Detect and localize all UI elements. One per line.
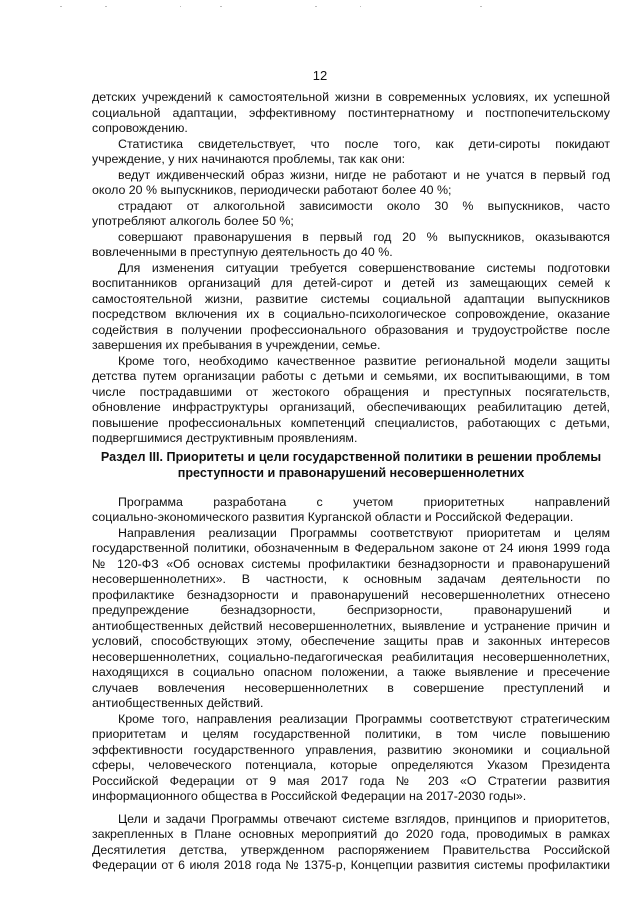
- text-line: Цели и задачи Программы отвечают системе взглядов, принципов и приоритетов,: [118, 812, 610, 826]
- text-line: вовлеченными в преступную деятельность до 40 %.: [92, 245, 393, 259]
- text-line: завершения их пребывания в учреждении, семье.: [92, 338, 381, 352]
- text-line: детских учреждений к самостоятельной жизни в современных условиях, их успешной: [92, 90, 610, 104]
- text-line: несовершеннолетних». В частности, к основным задачам деятельности по: [92, 572, 610, 586]
- text-line: подвергшимися деструктивным проявлениям.: [92, 431, 358, 445]
- text-line: находящихся в социально опасном положении, а также выявление и пресечение: [92, 665, 610, 679]
- text-line: повышение профессиональных компетенций специалистов, работающих с детьми,: [92, 416, 610, 430]
- text-line: Программа разработана с учетом приоритетных направлений: [118, 495, 610, 509]
- text-line: учреждение, у них начинаются проблемы, так как они:: [92, 152, 406, 166]
- text-line: № 120-ФЗ «Об основах системы профилактики безнадзорности и правонарушений: [92, 557, 610, 571]
- text-line: употребляют алкоголь более 50 %;: [92, 214, 294, 228]
- scan-specks: [60, 5, 490, 9]
- text-line: около 20 % выпускников, периодически работают более 40 %;: [92, 183, 452, 197]
- text-line: Кроме того, направления реализации Программы соответствуют стратегическим: [118, 712, 610, 726]
- text-line: Для изменения ситуации требуется совершенствование системы подготовки: [118, 261, 610, 275]
- text-line: государственной политики, обозначенным в Федеральном законе от 24 июня 1999 года: [92, 541, 610, 555]
- text-line: самостоятельной жизни, развитие системы социальной адаптации выпускников: [92, 292, 610, 306]
- text-line: закрепленных в Плане основных мероприятий до 2020 года, проводимых в рамках: [92, 827, 610, 841]
- text-line: сопровождению.: [92, 121, 188, 135]
- text-line: страдают от алкогольной зависимости около 30 % выпускников, часто: [118, 199, 610, 213]
- text-line: условий, способствующих этому, обеспечение защиты прав и законных интересов: [92, 634, 610, 648]
- text-line: антиобщественных действий.: [92, 696, 264, 710]
- text-line: приоритетам и целям государственной политики, в том числе повышению: [92, 727, 610, 741]
- text-line: информационного общества в Российской Федерации на 2017-2030 годы».: [92, 789, 527, 803]
- text-line: содействия в получении профессионального образования и трудоустройстве после: [92, 323, 610, 337]
- text-line: социальной адаптации, эффективному постинтернатному и постпопечительскому: [92, 106, 610, 120]
- text-line: предупреждение безнадзорности, беспризорности, правонарушений и: [92, 603, 610, 617]
- text-line: Статистика свидетельствует, что после того, как дети-сироты покидают: [118, 137, 610, 151]
- section-heading-line2: преступности и правонарушений несовершеннолетних: [177, 466, 525, 480]
- text-line: случаев вовлечения несовершеннолетних в совершение преступлений и: [92, 681, 610, 695]
- text-line: числе пострадавшими от жестокого обращения и преступных посягательств,: [92, 385, 610, 399]
- text-line: эффективности государственного управления, развитию экономики и социальной: [92, 743, 610, 757]
- text-line: детства путем организации работы с детьми и семьями, их воспитывающими, в том: [92, 369, 610, 383]
- text-line: Российской Федерации от 9 мая 2017 года № 203 «О Стратегии развития: [92, 774, 610, 788]
- page-number: 12: [312, 68, 328, 83]
- text-line: несовершеннолетних, социально-педагогическая реабилитация несовершеннолетних,: [92, 650, 610, 664]
- text-line: Десятилетия детства, утвержденном распоряжением Правительства Российской: [92, 843, 610, 857]
- section-heading-line1: Раздел III. Приоритеты и цели государственной политики в решении проблемы: [100, 450, 602, 464]
- text-line: сферы, человеческого потенциала, которые определяются Указом Президента: [92, 758, 610, 772]
- text-line: профилактике безнадзорности и правонарушений несовершеннолетних отнесено: [92, 588, 610, 602]
- text-line: совершают правонарушения в первый год 20 % выпускников, оказываются: [118, 230, 610, 244]
- text-line: Направления реализации Программы соответствуют приоритетам и целям: [118, 526, 610, 540]
- text-line: посредством включения их в социально-психологическое сопровождение, оказание: [92, 307, 610, 321]
- text-line: ведут иждивенческий образ жизни, нигде не работают и не учатся в первый год: [118, 168, 610, 182]
- text-line: Федерации от 6 июля 2018 года № 1375-р, Концепции развития системы профилактики: [92, 858, 610, 872]
- text-line: Кроме того, необходимо качественное развитие региональной модели защиты: [118, 354, 610, 368]
- text-line: антиобщественных действий несовершеннолетних, выявление и устранение причин и: [92, 619, 610, 633]
- text-line: обновление инфраструктуры организаций, обеспечивающих реабилитацию детей,: [92, 400, 610, 414]
- text-line: социально-экономического развития Курганской области и Российской Федерации.: [92, 510, 574, 524]
- text-line: воспитанников организаций для детей-сирот и детей из замещающих семей к: [92, 276, 610, 290]
